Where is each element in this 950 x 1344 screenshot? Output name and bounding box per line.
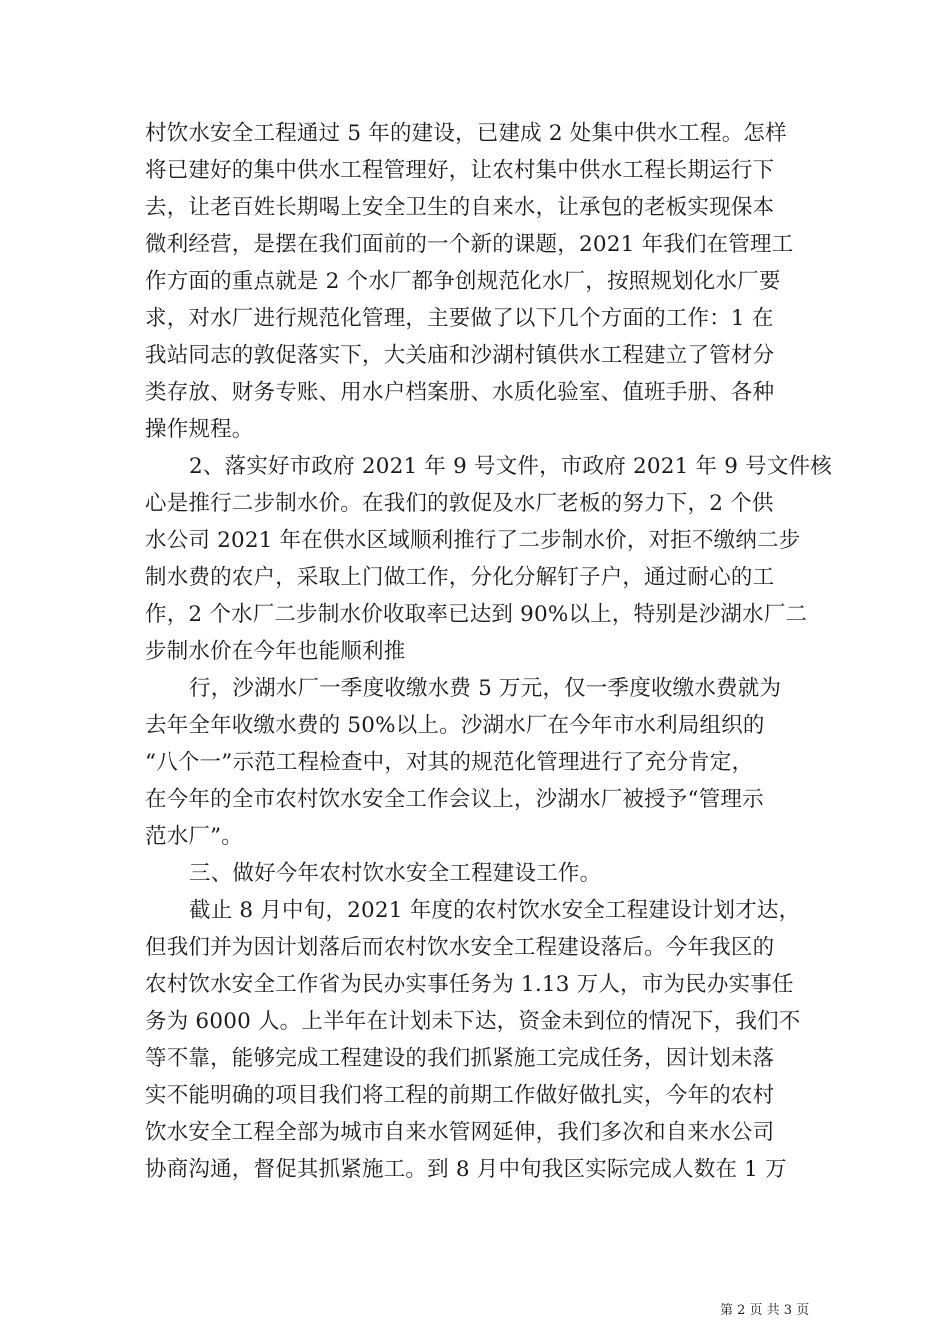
- paragraph-line: 将已建好的集中供水工程管理好，让农村集中供水工程长期运行下: [145, 158, 775, 183]
- paragraph-line: 去，让老百姓长期喝上安全卫生的自来水，让承包的老板实现保本: [145, 195, 775, 220]
- paragraph-line: 实不能明确的项目我们将工程的前期工作做好做扎实，今年的农村: [145, 1083, 775, 1108]
- paragraph-line: 村饮水安全工程通过 5 年的建设，已建成 2 处集中供水工程。怎样: [145, 121, 787, 146]
- paragraph-line: 求，对水厂进行规范化管理，主要做了以下几个方面的工作：1 在: [145, 306, 774, 331]
- paragraph-line: 操作规程。: [145, 417, 254, 442]
- paragraph-line: 作方面的重点就是 2 个水厂都争创规范化水厂，按照规划化水厂要: [145, 269, 781, 294]
- paragraph-line: 我站同志的敦促落实下，大关庙和沙湖村镇供水工程建立了管材分: [145, 343, 775, 368]
- paragraph-line: 行，沙湖水厂一季度收缴水费 5 万元，仅一季度收缴水费就为: [189, 676, 782, 701]
- paragraph-line: 截止 8 月中旬，2021 年度的农村饮水安全工程建设计划才达，: [189, 898, 801, 923]
- paragraph-line: 制水费的农户，采取上门做工作，分化分解钉子户，通过耐心的工: [145, 565, 775, 590]
- paragraph-line: 2、落实好市政府 2021 年 9 号文件，市政府 2021 年 9 号文件核: [189, 454, 832, 479]
- paragraph-line: 作，2 个水厂二步制水价收取率已达到 90%以上，特别是沙湖水厂二: [145, 602, 808, 627]
- paragraph-line: 范水厂”。: [145, 824, 243, 849]
- paragraph-line: 务为 6000 人。上半年在计划未下达，资金未到位的情况下，我们不: [145, 1009, 801, 1034]
- paragraph-line: 水公司 2021 年在供水区域顺利推行了二步制水价，对拒不缴纳二步: [145, 528, 801, 553]
- paragraph-line: 等不靠，能够完成工程建设的我们抓紧施工完成任务，因计划未落: [145, 1046, 775, 1071]
- section-heading: 三、做好今年农村饮水安全工程建设工作。: [189, 861, 602, 886]
- paragraph-line: 协商沟通，督促其抓紧施工。到 8 月中旬我区实际完成人数在 1 万: [145, 1157, 787, 1182]
- page-number: 第 2 页 共 3 页: [720, 1303, 810, 1318]
- paragraph-line: 去年全年收缴水费的 50%以上。沙湖水厂在今年市水利局组织的: [145, 713, 765, 738]
- paragraph-line: 步制水价在今年也能顺利推: [145, 639, 406, 664]
- paragraph-line: 农村饮水安全工作省为民办实事任务为 1.13 万人，市为民办实事任: [145, 972, 794, 997]
- paragraph-line: 类存放、财务专账、用水户档案册、水质化验室、值班手册、各种: [145, 380, 775, 405]
- paragraph-line: 在今年的全市农村饮水安全工作会议上，沙湖水厂被授予“管理示: [145, 787, 764, 812]
- paragraph-line: 心是推行二步制水价。在我们的敦促及水厂老板的努力下，2 个供: [145, 491, 774, 516]
- paragraph-line: 但我们并为因计划落后而农村饮水安全工程建设落后。今年我区的: [145, 935, 775, 960]
- paragraph-line: “八个一”示范工程检查中，对其的规范化管理进行了充分肯定，: [145, 750, 754, 775]
- paragraph-line: 微利经营，是摆在我们面前的一个新的课题，2021 年我们在管理工: [145, 232, 794, 257]
- paragraph-line: 饮水安全工程全部为城市自来水管网延伸，我们多次和自来水公司: [145, 1120, 775, 1145]
